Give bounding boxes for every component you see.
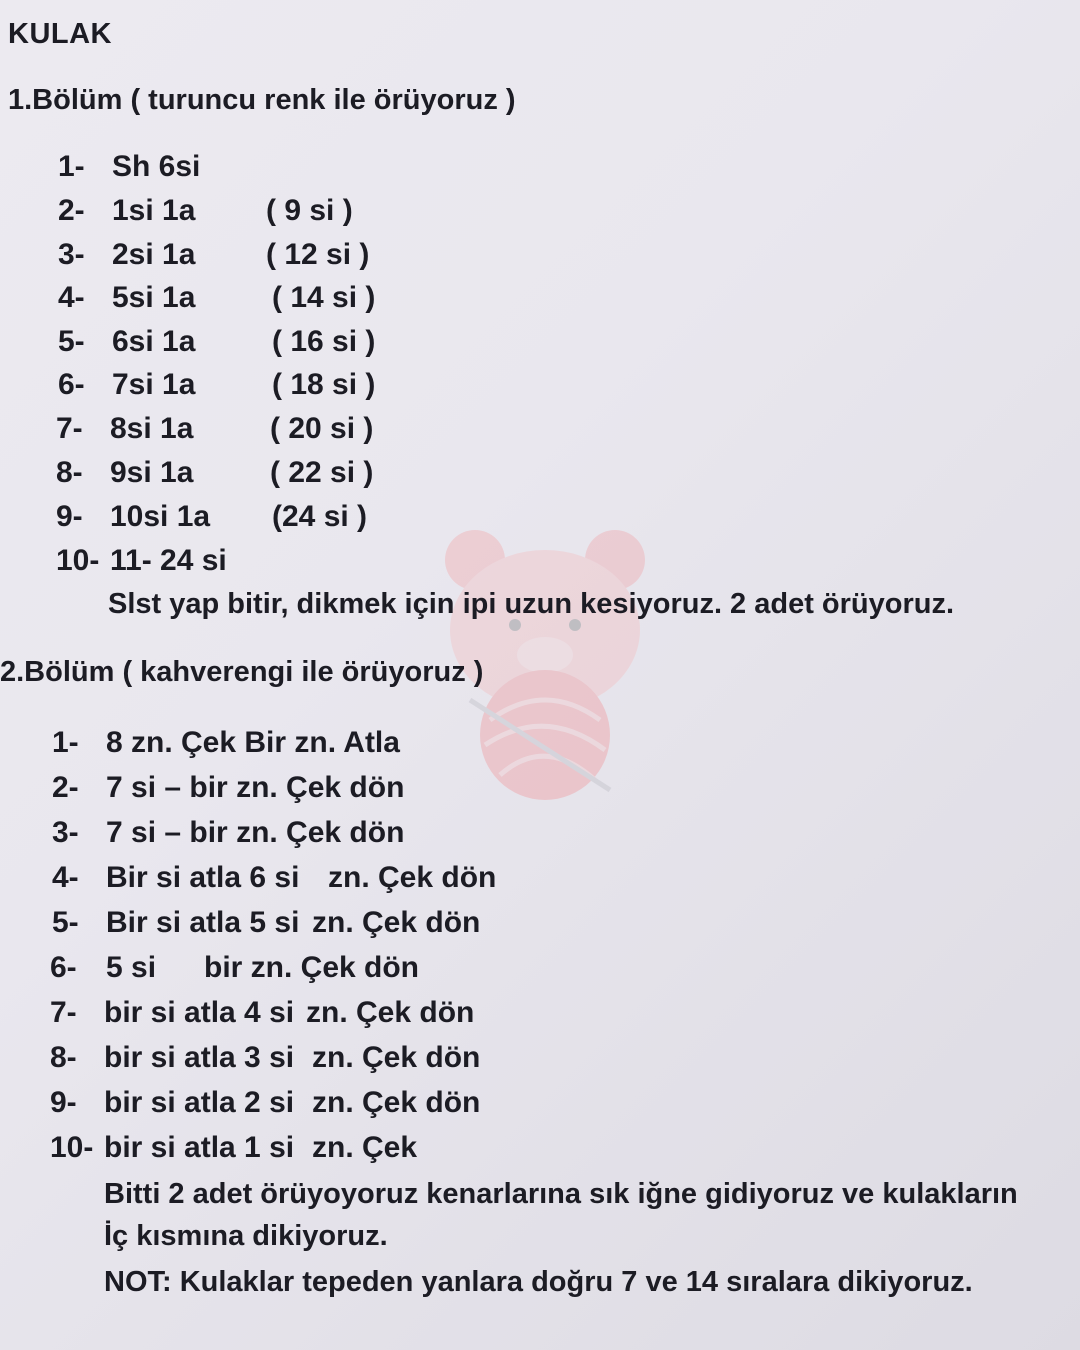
row-number: 7- <box>56 412 83 445</box>
row-count: ( 14 si ) <box>272 281 376 314</box>
row-number: 6- <box>58 368 85 401</box>
row-count: ( 18 si ) <box>272 368 376 401</box>
row-stitch: 5si 1a <box>112 281 196 314</box>
row-count: ( 16 si ) <box>272 325 376 358</box>
row-stitch: 8si 1a <box>110 412 194 445</box>
section2-note-line1: Bitti 2 adet örüyoyoruz kenarlarına sık iğne gidiyoruz ve kulakların <box>104 1178 1018 1210</box>
row-number: 8- <box>50 1041 77 1074</box>
row-number: 3- <box>58 238 85 271</box>
row-number: 7- <box>50 996 77 1029</box>
section2-heading: 2.Bölüm ( kahverengi ile örüyoruz ) <box>0 656 484 688</box>
row-number: 4- <box>52 861 79 894</box>
row-extra: zn. Çek <box>312 1131 418 1164</box>
row-stitch: 5 si <box>106 951 157 984</box>
row-number: 10- <box>56 544 100 577</box>
section1-note: Slst yap bitir, dikmek için ipi uzun kesiyoruz. 2 adet örüyoruz. <box>108 588 955 620</box>
row-count: ( 22 si ) <box>270 456 374 489</box>
row-stitch: 10si 1a <box>110 500 211 533</box>
row-stitch: 8 zn. Çek Bir zn. Atla <box>106 726 400 759</box>
row-number: 1- <box>52 726 79 759</box>
row-number: 9- <box>50 1086 77 1119</box>
row-stitch: 1si 1a <box>112 194 196 227</box>
row-stitch: 7si 1a <box>112 368 196 401</box>
row-number: 9- <box>56 500 83 533</box>
row-stitch: 2si 1a <box>112 238 196 271</box>
row-count: (24 si ) <box>272 500 368 533</box>
row-count: ( 9 si ) <box>266 194 353 227</box>
row-stitch: 6si 1a <box>112 325 196 358</box>
row-stitch: 7 si – bir zn. Çek dön <box>106 816 405 849</box>
row-count: ( 20 si ) <box>270 412 374 445</box>
row-stitch: bir si atla 4 si <box>104 996 295 1029</box>
row-number: 1- <box>58 150 85 183</box>
row-stitch: 7 si – bir zn. Çek dön <box>106 771 405 804</box>
page-title: KULAK <box>8 18 112 50</box>
section2-note-line2: İç kısmına dikiyoruz. <box>104 1220 388 1252</box>
row-stitch: 9si 1a <box>110 456 194 489</box>
row-number: 4- <box>58 281 85 314</box>
row-count: ( 12 si ) <box>266 238 370 271</box>
section1-heading: 1.Bölüm ( turuncu renk ile örüyoruz ) <box>8 84 516 116</box>
row-extra: zn. Çek dön <box>312 906 481 939</box>
row-number: 10- <box>50 1131 94 1164</box>
row-extra: zn. Çek dön <box>312 1041 481 1074</box>
row-number: 8- <box>56 456 83 489</box>
row-extra: bir zn. Çek dön <box>204 951 420 984</box>
row-number: 6- <box>50 951 77 984</box>
row-stitch: bir si atla 1 si <box>104 1131 295 1164</box>
row-extra: zn. Çek dön <box>328 861 497 894</box>
row-stitch: 11- 24 si <box>110 544 227 577</box>
row-extra: zn. Çek dön <box>306 996 475 1029</box>
row-number: 5- <box>58 325 85 358</box>
row-stitch: bir si atla 2 si <box>104 1086 295 1119</box>
row-stitch: Bir si atla 5 si <box>106 906 300 939</box>
section2-note-line3: NOT: Kulaklar tepeden yanlara doğru 7 ve 14 sıralara dikiyoruz. <box>104 1266 973 1298</box>
row-extra: zn. Çek dön <box>312 1086 481 1119</box>
row-stitch: Sh 6si <box>112 150 201 183</box>
row-number: 5- <box>52 906 79 939</box>
row-number: 2- <box>52 771 79 804</box>
row-stitch: Bir si atla 6 si <box>106 861 300 894</box>
row-number: 2- <box>58 194 85 227</box>
row-number: 3- <box>52 816 79 849</box>
row-stitch: bir si atla 3 si <box>104 1041 295 1074</box>
